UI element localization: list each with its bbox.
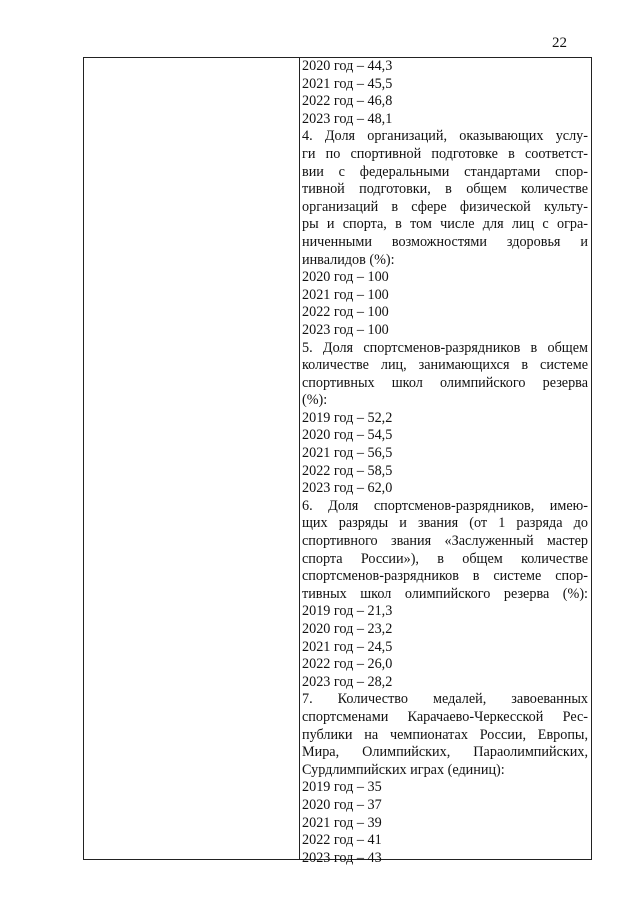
text-line: 4. Доля организаций, оказывающих услу- [302, 128, 588, 145]
text-line: щих разряды и звания (от 1 разряда до [302, 515, 588, 532]
text-line: вии с федеральными стандартами спор- [302, 163, 588, 180]
text-line: 2023 год – 48,1 [302, 110, 393, 127]
text-line: 2019 год – 35 [302, 779, 382, 796]
text-line: ги по спортивной подготовке в соответст- [302, 145, 588, 162]
text-line: спорта России»), в общем количестве [302, 550, 588, 567]
text-line: спортсменами Карачаево-Черкесской Рес- [302, 708, 588, 725]
text-line: ры и спорта, в том числе для лиц с огра- [302, 216, 588, 233]
text-line: 2020 год – 54,5 [302, 427, 393, 444]
text-line: публики на чемпионатах России, Европы, [302, 726, 588, 743]
text-line: 2023 год – 62,0 [302, 480, 393, 497]
text-line: 2021 год – 39 [302, 814, 382, 831]
table-right-cell [302, 58, 588, 867]
column-divider [299, 58, 300, 859]
text-line: 2020 год – 100 [302, 269, 389, 286]
text-line: инвалидов (%): [302, 251, 395, 268]
text-line: количестве лиц, занимающихся в системе [302, 357, 588, 374]
page-number: 22 [552, 35, 567, 51]
text-line: 2022 год – 46,8 [302, 93, 393, 110]
text-line: 2020 год – 37 [302, 796, 382, 813]
text-line: 2022 год – 100 [302, 304, 389, 321]
text-line: тивных школ олимпийского резерва (%): [302, 585, 588, 602]
text-line: ниченными возможностями здоровья и [302, 233, 588, 250]
table-left-cell [84, 58, 299, 859]
text-line: 2022 год – 41 [302, 832, 382, 849]
text-line: 2020 год – 23,2 [302, 621, 393, 637]
text-line: 2022 год – 58,5 [302, 462, 393, 479]
text-line: тивной подготовки, в общем количестве [302, 181, 588, 198]
text-line: 5. Доля спортсменов-разрядников в общем [302, 339, 588, 356]
text-line: 2021 год – 56,5 [302, 445, 393, 462]
indicators-table [83, 57, 592, 866]
text-line: Сурдлимпийских играх (единиц): [302, 761, 505, 778]
text-line: 2022 год – 26,0 [302, 656, 393, 673]
text-line: Мира, Олимпийских, Параолимпийских, [302, 744, 588, 761]
text-line: спортсменов-разрядников в системе спор- [302, 568, 588, 585]
text-line: 2021 год – 24,5 [302, 638, 393, 655]
text-line: 2023 год – 28,2 [302, 673, 393, 690]
text-line: 2023 год – 100 [302, 321, 389, 338]
text-line: 7. Количество медалей, завоеванных [302, 691, 588, 708]
text-line: организаций в сфере физической культу- [302, 198, 588, 215]
text-line: 6. Доля спортсменов-разрядников, имею- [302, 497, 588, 514]
text-line: 2019 год – 21,3 [302, 603, 393, 620]
text-line: 2020 год – 44,3 [302, 58, 393, 74]
text-line: спортивных школ олимпийского резерва [302, 374, 588, 391]
text-line: 2019 год – 52,2 [302, 409, 393, 426]
text-line: 2023 год – 43 [302, 849, 382, 866]
text-line: спортивного звания «Заслуженный мастер [302, 533, 588, 550]
text-line: 2021 год – 100 [302, 286, 389, 303]
text-line: 2021 год – 45,5 [302, 75, 393, 92]
text-line: (%): [302, 392, 328, 409]
